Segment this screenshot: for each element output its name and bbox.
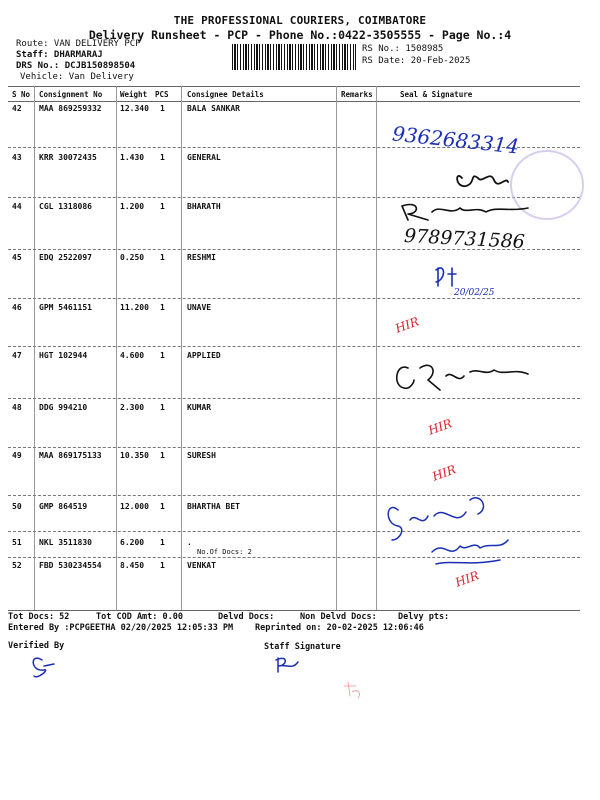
sno: 51: [12, 538, 22, 547]
pcs: 1: [160, 104, 165, 113]
non-delivered-docs: Non Delvd Docs:: [300, 612, 377, 622]
hir-mark-1: HIR: [393, 314, 421, 336]
signature-47: [397, 365, 528, 390]
signature-45: [436, 268, 456, 286]
sno: 42: [12, 104, 22, 113]
consignment-no: GPM 5461151: [39, 303, 92, 312]
consignment-no: MAA 869175133: [39, 451, 102, 460]
consignee: BALA SANKAR: [187, 104, 240, 113]
handwritten-phone-2: 9789731586: [403, 224, 526, 254]
consignment-no: KRR 30072435: [39, 153, 97, 162]
col-consignment: Consignment No: [39, 90, 103, 99]
consignment-no: GMP 864519: [39, 502, 88, 511]
handwritten-date: 20/02/25: [454, 288, 495, 298]
pcs: 1: [160, 538, 165, 547]
sno: 52: [12, 561, 22, 570]
signature-50: [388, 498, 483, 540]
pcs: 1: [160, 303, 165, 312]
weight: 0.250: [120, 253, 145, 262]
sno: 45: [12, 253, 22, 262]
hir-mark-3: HIR: [430, 462, 458, 484]
handwritten-phone-1: 9362683314: [391, 121, 521, 159]
drs-number: DRS No.: DCJB150898504: [16, 61, 136, 71]
col-weight: Weight: [120, 90, 148, 99]
verified-by-signature: [33, 658, 54, 677]
sno: 43: [12, 153, 22, 162]
consignment-no: CGL 1318086: [39, 202, 92, 211]
route-label: Route: VAN DELIVERY PCP: [16, 39, 141, 49]
pcs: 1: [160, 502, 165, 511]
rs-date: RS Date: 20-Feb-2025: [362, 56, 471, 66]
delivered-docs: Delvd Docs:: [218, 612, 275, 622]
weight: 12.340: [120, 104, 149, 113]
consignment-no: HGT 102944: [39, 351, 88, 360]
col-remarks: Remarks: [341, 90, 373, 99]
rs-number: RS No.: 1508985: [362, 44, 444, 54]
runsheet-title: Delivery Runsheet - PCP - Phone No.:0422-3505555 - Page No.:4: [88, 28, 512, 42]
weight: 8.450: [120, 561, 145, 570]
weight: 2.300: [120, 403, 145, 412]
pcs: 1: [160, 451, 165, 460]
staff-label: Staff: DHARMARAJ: [16, 50, 103, 60]
pcs: 1: [160, 153, 165, 162]
consignment-no: EDQ 2522097: [39, 253, 92, 262]
sno: 44: [12, 202, 22, 211]
weight: 6.200: [120, 538, 145, 547]
delivery-points: Delvy pts:: [398, 612, 450, 622]
hir-mark-2: HIR: [426, 416, 454, 438]
consignment-no: MAA 869259332: [39, 104, 102, 113]
col-pcs: PCS: [155, 90, 169, 99]
verified-by-label: Verified By: [8, 641, 65, 651]
col-sno: S No: [12, 90, 31, 99]
consignee: SURESH: [187, 451, 216, 460]
company-name: THE PROFESSIONAL COURIERS, COIMBATORE: [173, 14, 427, 27]
consignee: GENERAL: [187, 153, 221, 162]
col-seal-signature: Seal & Signature: [400, 90, 473, 99]
weight: 1.200: [120, 202, 145, 211]
total-cod: Tot COD Amt: 0.00: [96, 612, 183, 622]
vehicle-label: Vehicle: Van Delivery: [20, 72, 134, 82]
weight: 1.430: [120, 153, 145, 162]
consignee: .: [187, 538, 192, 547]
weight: 11.200: [120, 303, 149, 312]
sno: 49: [12, 451, 22, 460]
consignee: BHARTHA BET: [187, 502, 240, 511]
entered-by: Entered By :PCPGEETHA 02/20/2025 12:05:33 PM: [8, 623, 234, 633]
reprinted-on: Reprinted on: 20-02-2025 12:06:46: [255, 623, 424, 633]
pcs: 1: [160, 403, 165, 412]
consignee: VENKAT: [187, 561, 216, 570]
sno: 48: [12, 403, 22, 412]
staff-signature: [276, 658, 298, 672]
consignee: KUMAR: [187, 403, 212, 412]
signature-51: [432, 540, 508, 564]
sno: 47: [12, 351, 22, 360]
consignment-no: DDG 994210: [39, 403, 88, 412]
consignee: RESHMI: [187, 253, 216, 262]
signature-43: [457, 176, 508, 186]
consignment-no: FBD 530234554: [39, 561, 102, 570]
col-consignee: Consignee Details: [187, 90, 264, 99]
hir-mark-4: HIR: [453, 568, 481, 590]
pcs: 1: [160, 561, 165, 570]
total-docs: Tot Docs: 52: [8, 612, 70, 622]
weight: 12.000: [120, 502, 149, 511]
red-scribble: [344, 682, 360, 698]
pcs: 1: [160, 351, 165, 360]
pcs: 1: [160, 202, 165, 211]
consignee: UNAVE: [187, 303, 212, 312]
consignee: BHARATH: [187, 202, 221, 211]
pcs: 1: [160, 253, 165, 262]
sno: 46: [12, 303, 22, 312]
sno: 50: [12, 502, 22, 511]
consignment-no: NKL 3511830: [39, 538, 92, 547]
weight: 10.350: [120, 451, 149, 460]
weight: 4.600: [120, 351, 145, 360]
consignee: APPLIED: [187, 351, 221, 360]
signature-44: [402, 205, 528, 220]
staff-signature-label: Staff Signature: [264, 642, 341, 652]
docs-count-note: No.Of Docs: 2: [197, 548, 252, 556]
